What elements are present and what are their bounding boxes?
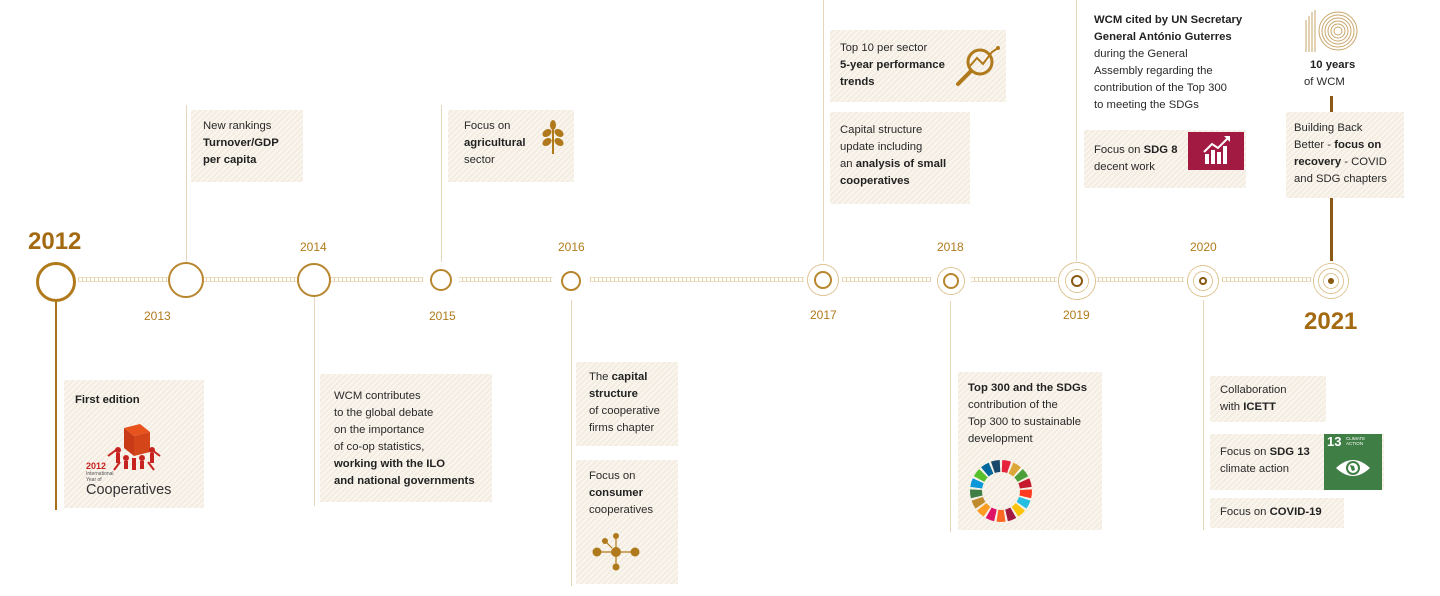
iyc-logo-small1: International <box>86 471 114 477</box>
ten-years-logo-icon <box>1300 6 1360 56</box>
card-2015-agricultural: Focus on agricultural sector <box>448 110 574 182</box>
sdg-wheel-segment <box>1019 489 1032 498</box>
connector-2020 <box>1203 290 1204 530</box>
card-2017-capital-update: Capital structure update including an analysis of small cooperatives <box>830 112 970 204</box>
card-2018-top300-sdgs: Top 300 and the SDGs contribution of the Top 300 to sustainable development <box>958 372 1102 530</box>
connector-2014 <box>314 296 315 506</box>
card-2020-icett: Collaboration with ICETT <box>1210 376 1326 422</box>
connector-2013 <box>186 105 187 265</box>
connector-2012 <box>55 300 57 510</box>
sdg13-number: 13 <box>1327 434 1342 449</box>
connector-2018 <box>950 294 951 532</box>
connector-2021-top <box>1330 96 1333 112</box>
card-2021-10-years: 10 years of WCM <box>1292 2 1372 96</box>
year-2016: 2016 <box>558 240 585 254</box>
node-2013[interactable] <box>168 262 204 298</box>
connector-2019 <box>1076 0 1077 268</box>
magnifier-trend-icon <box>954 44 1002 88</box>
year-2013: 2013 <box>144 309 171 323</box>
sdg-wheel-segment <box>970 489 983 498</box>
iyc-logo-small2: Year of <box>86 477 102 483</box>
node-2012[interactable] <box>36 262 76 302</box>
year-2019: 2019 <box>1063 308 1090 322</box>
iyc-logo-year: 2012 <box>86 461 107 471</box>
node-2021-core <box>1328 278 1334 284</box>
year-2012: 2012 <box>28 228 82 255</box>
year-2020: 2020 <box>1190 240 1217 254</box>
card-2012-title: First edition <box>75 394 140 406</box>
card-2013-new-rankings: New rankings Turnover/GDP per capita <box>191 110 303 182</box>
year-2017: 2017 <box>810 308 837 322</box>
year-2018: 2018 <box>937 240 964 254</box>
node-2015-core <box>430 269 452 291</box>
card-2014-global-debate: WCM contributes to the global debate on the importance of co-op statistics, working with the ILO and national governments <box>320 374 492 502</box>
card-2017-top10: Top 10 per sector 5-year performance trends <box>830 30 1006 102</box>
timeline-axis <box>78 277 1340 282</box>
card-2020-sdg13: Focus on SDG 13 climate action 13 CLIMATE ACTION <box>1210 434 1384 490</box>
card-2019-guterres: WCM cited by UN Secretary General António Guterres during the General Assembly regarding the contribution of the Top 300 to meeting the SDGs <box>1084 6 1244 124</box>
card-2020-covid: Focus on COVID-19 <box>1210 498 1344 528</box>
year-2021: 2021 <box>1304 308 1358 335</box>
year-2014: 2014 <box>300 240 327 254</box>
card-2016-capital-structure: The capital structure of cooperative firms chapter <box>576 362 678 446</box>
node-2016-core <box>561 271 581 291</box>
node-2018-core <box>943 273 959 289</box>
connector-2016 <box>571 296 572 586</box>
sdg8-icon <box>1188 132 1244 170</box>
node-2019-core <box>1071 275 1083 287</box>
sdg-wheel-segment <box>997 510 1006 522</box>
sdg-wheel-segment <box>991 460 1000 473</box>
card-2019-sdg8: Focus on SDG 8 decent work <box>1084 130 1246 188</box>
node-2014[interactable] <box>297 263 331 297</box>
connector-2017 <box>823 0 824 265</box>
sdg-wheel-segment <box>1002 460 1011 473</box>
node-2017-core <box>814 271 832 289</box>
node-2020-core <box>1199 277 1207 285</box>
year-2015: 2015 <box>429 309 456 323</box>
sdg-wheel-icon <box>968 458 1034 524</box>
sdg13-text2: ACTION <box>1346 441 1364 446</box>
card-2012-first-edition <box>64 380 204 508</box>
wheat-icon <box>540 120 566 154</box>
card-2021-building-back: Building Back Better - focus on recovery - COVID and SDG chapters <box>1286 112 1404 198</box>
card-2016-consumer: Focus on consumer cooperatives <box>576 460 678 584</box>
sdg13-icon <box>1324 434 1382 490</box>
connector-2015 <box>441 105 442 265</box>
iyc-logo-word: Cooperatives <box>86 482 172 498</box>
sdg13-text1: CLIMATE <box>1346 436 1366 441</box>
consumer-network-icon <box>590 532 642 572</box>
